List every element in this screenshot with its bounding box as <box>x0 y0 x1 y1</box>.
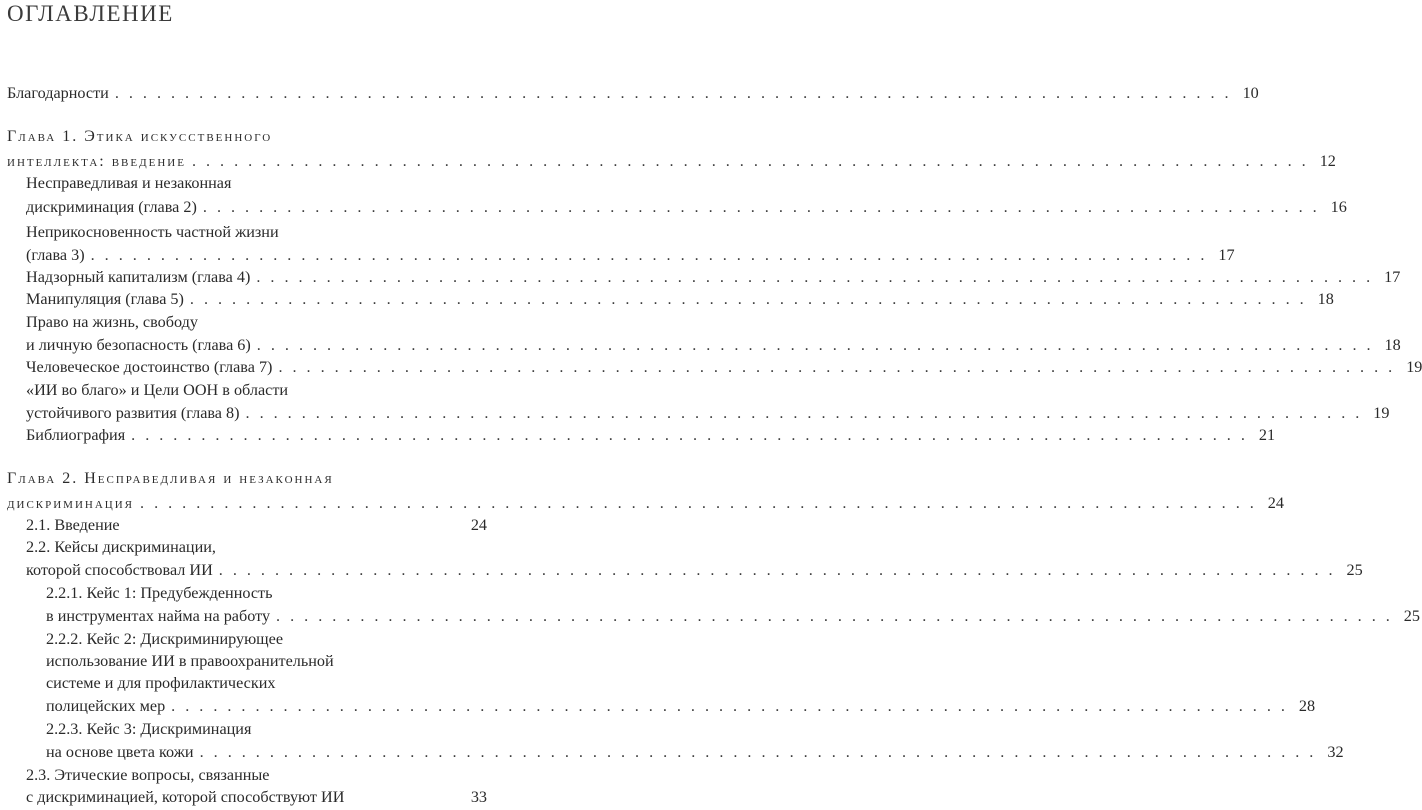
toc-entry <box>26 170 487 196</box>
toc-entry-title: устойчивого развития (глава 8) <box>26 404 240 422</box>
toc-dot-leader: ................................................................................ <box>218 561 1343 579</box>
toc-dot-leader: ................................................................................ <box>131 426 1255 444</box>
toc-entry <box>7 124 487 150</box>
toc-dot-leader: ................................................................................ <box>245 404 1370 422</box>
toc-entry-title: Надзорный капитализм (глава 4) <box>26 268 251 286</box>
toc-page-number: 25 <box>1403 607 1420 625</box>
toc-page-number: 16 <box>1330 198 1347 216</box>
toc-page-number: 18 <box>1317 290 1334 308</box>
toc-page-number: 17 <box>1218 246 1235 264</box>
toc-dot-leader: ................................................................................ <box>191 152 1316 170</box>
toc-entry-title: 2.1. Введение <box>26 516 120 534</box>
toc-entry-title: на основе цвета кожи <box>46 743 194 761</box>
toc-entry-title: 2.2.2. Кейс 2: Дискриминирующее <box>46 630 284 648</box>
toc-dot-leader: ................................................................................ <box>114 84 1239 102</box>
toc-entry-title: 2.2.1. Кейс 1: Предубежденность <box>46 584 273 602</box>
toc-page-number: 32 <box>1327 743 1344 761</box>
toc-entry-title: Неприкосновенность частной жизни <box>26 223 279 241</box>
toc-page-number: 19 <box>1373 404 1390 422</box>
toc-entry-title: Несправедливая и незаконная <box>26 174 232 192</box>
toc-dot-leader: ................................................................................ <box>90 246 1215 264</box>
toc-page-number: 12 <box>1319 152 1336 170</box>
toc-entry-title: Право на жизнь, свободу <box>26 313 198 331</box>
toc-entry-title: Глава 1. Этика искусственного <box>7 128 273 145</box>
toc-entry-title: Манипуляция (глава 5) <box>26 290 184 308</box>
toc-page-number: 24 <box>1267 494 1284 512</box>
toc-entry-title: 2.2. Кейсы дискриминации, <box>26 538 216 556</box>
toc-dot-leader: ................................................................................ <box>189 290 1314 308</box>
toc-entry-title: Человеческое достоинство (глава 7) <box>26 358 273 376</box>
toc-entry-title: дискриминация <box>7 495 135 512</box>
toc-dot-leader: ................................................................................ <box>276 607 1400 625</box>
toc-entry-title: дискриминация (глава 2) <box>26 198 197 216</box>
toc-dot-leader: ................................................................................ <box>278 358 1403 376</box>
toc-page-number: 33 <box>470 788 487 806</box>
toc-entry-title: системе и для профилактических <box>46 674 276 692</box>
toc-entry-title: которой способствовал ИИ <box>26 561 213 579</box>
toc-entry-title: Глава 2. Несправедливая и незаконная <box>7 470 334 487</box>
toc-dot-leader: ................................................................................ <box>199 743 1324 761</box>
toc-entry-title: интеллекта: введение <box>7 153 186 170</box>
toc-entry-title: использование ИИ в правоохранительной <box>46 652 334 670</box>
toc-dot-leader: ................................................................................ <box>256 268 1381 286</box>
toc-entry <box>26 194 1347 220</box>
toc-entry <box>7 80 1259 106</box>
toc-entry-title: 2.3. Этические вопросы, связанные <box>26 766 270 784</box>
toc-page-number: 24 <box>470 516 487 534</box>
toc-dot-leader: ................................................................................ <box>171 697 1295 715</box>
toc-entry-title: (глава 3) <box>26 246 85 264</box>
toc-dot-leader: ................................................................................ <box>202 198 1327 216</box>
toc-entry-title: Библиография <box>26 426 126 444</box>
toc-dot-leader: ................................................................................ <box>256 336 1381 354</box>
toc-entry-title: в инструментах найма на работу <box>46 607 271 625</box>
toc-entry-title: с дискриминацией, которой способствуют ИИ <box>26 788 345 806</box>
toc-entry-title: 2.2.3. Кейс 3: Дискриминация <box>46 720 252 738</box>
toc-page-number: 18 <box>1384 336 1401 354</box>
toc-page-number: 17 <box>1384 268 1401 286</box>
toc-entry-title: и личную безопасность (глава 6) <box>26 336 251 354</box>
toc-entry-title: полицейских мер <box>46 697 166 715</box>
toc-page-number: 25 <box>1346 561 1363 579</box>
toc-entry-title: «ИИ во благо» и Цели ООН в области <box>26 381 289 399</box>
page-title: ОГЛАВЛЕНИЕ <box>7 1 174 26</box>
toc-entry <box>26 784 487 810</box>
toc-dot-leader: ................................................................................ <box>140 494 1264 512</box>
toc-page-number: 19 <box>1406 358 1422 376</box>
toc-page-number: 21 <box>1258 426 1276 444</box>
toc-page-number: 28 <box>1298 697 1316 715</box>
toc-entry-title: Благодарности <box>7 84 109 102</box>
toc-entry <box>7 466 487 492</box>
toc-entry <box>26 422 1276 448</box>
toc-page-number: 10 <box>1242 84 1259 102</box>
